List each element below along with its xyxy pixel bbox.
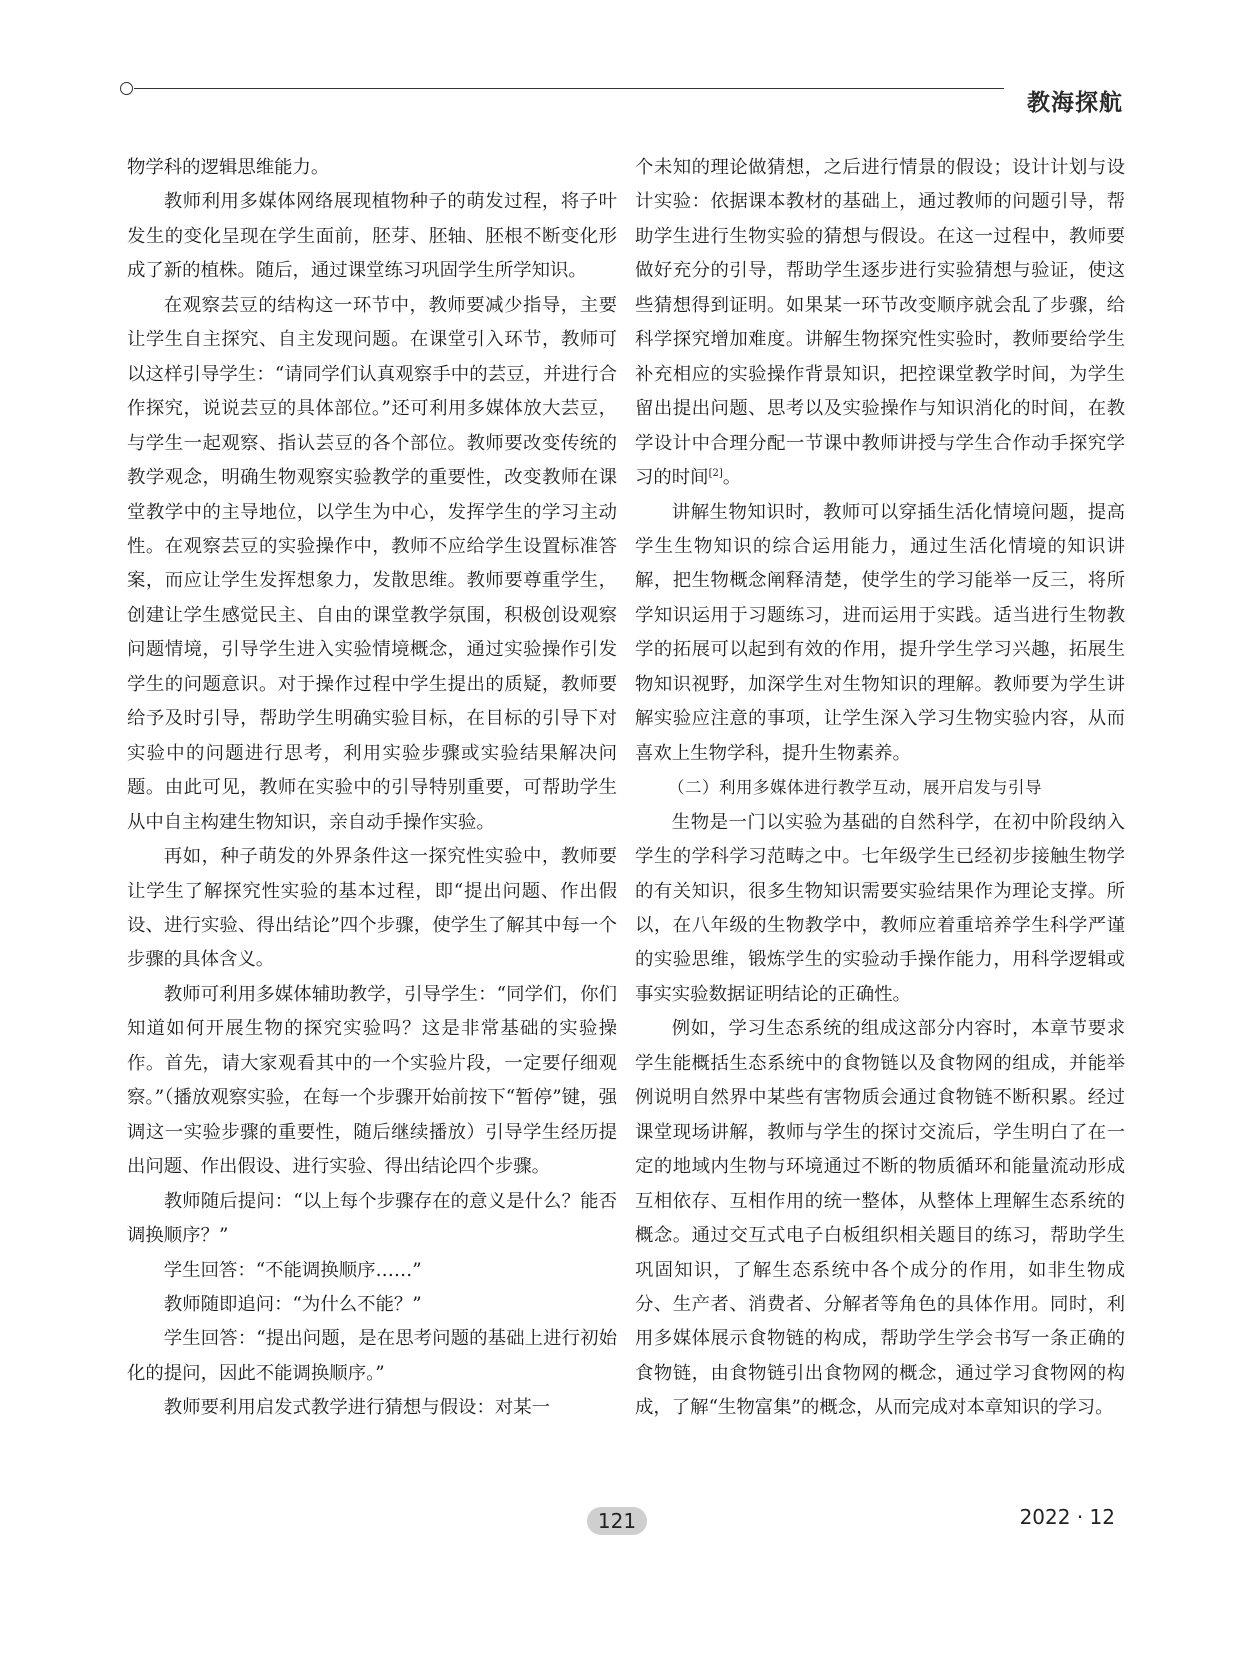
- paragraph-text: 学生回答：“不能调换顺序……”: [163, 1259, 422, 1281]
- paragraph: [127, 840, 617, 978]
- paragraph: [635, 496, 1125, 772]
- paragraph-text: （二）利用多媒体进行教学互动，展开启发与引导: [668, 778, 1042, 798]
- paragraph: [127, 1322, 617, 1391]
- paragraph-text: 教师可利用多媒体辅助教学，引导学生：“同学们，你们知道如何开展生物的探究实验吗？这是非常基础的实验操作。首先，请大家观看其中的一个实验片段，一定要仔细观察。”（播放观察实验，在每一个步骤开始前按下“暂停”键，强调这一实验步骤的重要性，随后继续播放）引导学生经历提出问题、作出假设、进行实验、得出结论四个步骤。: [127, 983, 617, 1178]
- paragraph-text: 生物是一门以实验为基础的自然科学，在初中阶段纳入学生的学科学习范畴之中。七年级学生已经初步接触生物学的有关知识，很多生物知识需要实验结果作为理论支撑。所以，在八年级的生物教学中，教师应着重培养学生科学严谨的实验思维，锻炼学生的实验动手操作能力，用科学逻辑或事实实验数据证明结论的正确性。: [635, 811, 1125, 1005]
- paragraph-text: 再如，种子萌发的外界条件这一探究性实验中，教师要让学生了解探究性实验的基本过程，即“提出问题、作出假设、进行实验、得出结论”四个步骤，使学生了解其中每一个步骤的具体含义。: [127, 846, 617, 971]
- header-rule: [134, 88, 1004, 89]
- paragraph-text: 学生回答：“提出问题，是在思考问题的基础上进行初始化的提问，因此不能调换顺序。”: [127, 1328, 617, 1384]
- paragraph-text: 教师要利用启发式教学进行猜想与假设：对某一: [163, 1397, 551, 1419]
- paragraph: [127, 1185, 617, 1254]
- paragraph: [127, 978, 617, 1185]
- paragraph: [127, 1391, 617, 1425]
- paragraph: [127, 151, 617, 185]
- paragraph-text: 个未知的理论做猜想，之后进行情景的假设；设计计划与设计实验：依据课本教材的基础上，通过教师的问题引导，帮助学生进行生物实验的猜想与假设。在这一过程中，教师要做好充分的引导，帮助学生逐步进行实验猜想与验证，使这些猜想得到证明。如果某一环节改变顺序就会乱了步骤，给科学探究增加难度。讲解生物探究性实验时，教师要给学生补充相应的实验操作背景知识，把控课堂教学时间，为学生留出提出问题、思考以及实验操作与知识消化的时间，在教学设计中合理分配一节课中教师讲授与学生合作动手探究学习的时间: [635, 157, 1125, 489]
- paragraph: [127, 185, 617, 288]
- page-number: 121: [587, 1507, 647, 1535]
- left-column: [127, 151, 617, 1426]
- header-circle-ornament: [120, 82, 133, 95]
- paragraph-text: 讲解生物知识时，教师可以穿插生活化情境问题，提高学生生物知识的综合运用能力，通过生活化情境的知识讲解，把生物概念阐释清楚，使学生的学习能举一反三，将所学知识运用于习题练习，进而运用于实践。适当进行生物教学的拓展可以起到有效的作用，提升学生学习兴趣，拓展生物知识视野，加深学生对生物知识的理解。教师要为学生讲解实验应注意的事项，让学生深入学习生物实验内容，从而喜欢上生物学科，提升生物素养。: [635, 501, 1125, 764]
- paragraph-text: 例如，学习生态系统的组成这部分内容时，本章节要求学生能概括生态系统中的食物链以及食物网的组成，并能举例说明自然界中某些有害物质会通过食物链不断积累。经过课堂现场讲解，教师与学生的探讨交流后，学生明白了在一定的地域内生物与环境通过不断的物质循环和能量流动形成互相依存、互相作用的统一整体，从整体上理解生态系统的概念。通过交互式电子白板组织相关题目的练习，帮助学生巩固知识，了解生态系统中各个成分的作用，如非生物成分、生产者、消费者、分解者等角色的具体作用。同时，利用多媒体展示食物链的构成，帮助学生学会书写一条正确的食物链，由食物链引出食物网的概念，通过学习食物网的构成，了解“生物富集”的概念，从而完成对本章知识的学习。: [635, 1018, 1125, 1419]
- paragraph-text: 教师利用多媒体网络展现植物种子的萌发过程，将子叶发生的变化呈现在学生面前，胚芽、胚轴、胚根不断变化形成了新的植株。随后，通过课堂练习巩固学生所学知识。: [127, 191, 617, 282]
- right-column: [635, 151, 1125, 1426]
- paragraph: [127, 1288, 617, 1322]
- paragraph-text: 教师随即追问：“为什么不能？”: [163, 1293, 422, 1315]
- issue-label: 2022 · 12: [1019, 1505, 1115, 1529]
- paragraph-text: 物学科的逻辑思维能力。: [127, 157, 330, 178]
- paragraph-text: 在观察芸豆的结构这一环节中，教师要减少指导，主要让学生自主探究、自主发现问题。在课堂引入环节，教师可以这样引导学生：“请同学们认真观察手中的芸豆，并进行合作探究，说说芸豆的具体部位。”还可利用多媒体放大芸豆，与学生一起观察、指认芸豆的各个部位。教师要改变传统的教学观念，明确生物观察实验教学的重要性，改变教师在课堂教学中的主导地位，以学生为中心，发挥学生的学习主动性。在观察芸豆的实验操作中，教师不应给学生设置标准答案，而应让学生发挥想象力，发散思维。教师要尊重学生，创建让学生感觉民主、自由的课堂教学氛围，积极创设观察问题情境，引导学生进入实验情境概念，通过实验操作引发学生的问题意识。对于操作过程中学生提出的质疑，教师要给予及时引导，帮助学生明确实验目标，在目标的引导下对实验中的问题进行思考，利用实验步骤或实验结果解决问题。由此可见，教师在实验中的引导特别重要，可帮助学生从中自主构建生物知识，亲自动手操作实验。: [127, 294, 617, 833]
- subheading: [635, 771, 1125, 805]
- paragraph: [127, 289, 617, 840]
- paragraph-text: 教师随后提问：“以上每个步骤存在的意义是什么？能否调换顺序？”: [127, 1190, 617, 1247]
- section-title: 教海探航: [1027, 90, 1123, 116]
- paragraph: [635, 151, 1125, 496]
- paragraph: [635, 1012, 1125, 1425]
- paragraph: [635, 806, 1125, 1013]
- paragraph-tail: 。: [722, 467, 742, 489]
- citation-marker: [2]: [708, 467, 723, 479]
- paragraph: [127, 1254, 617, 1288]
